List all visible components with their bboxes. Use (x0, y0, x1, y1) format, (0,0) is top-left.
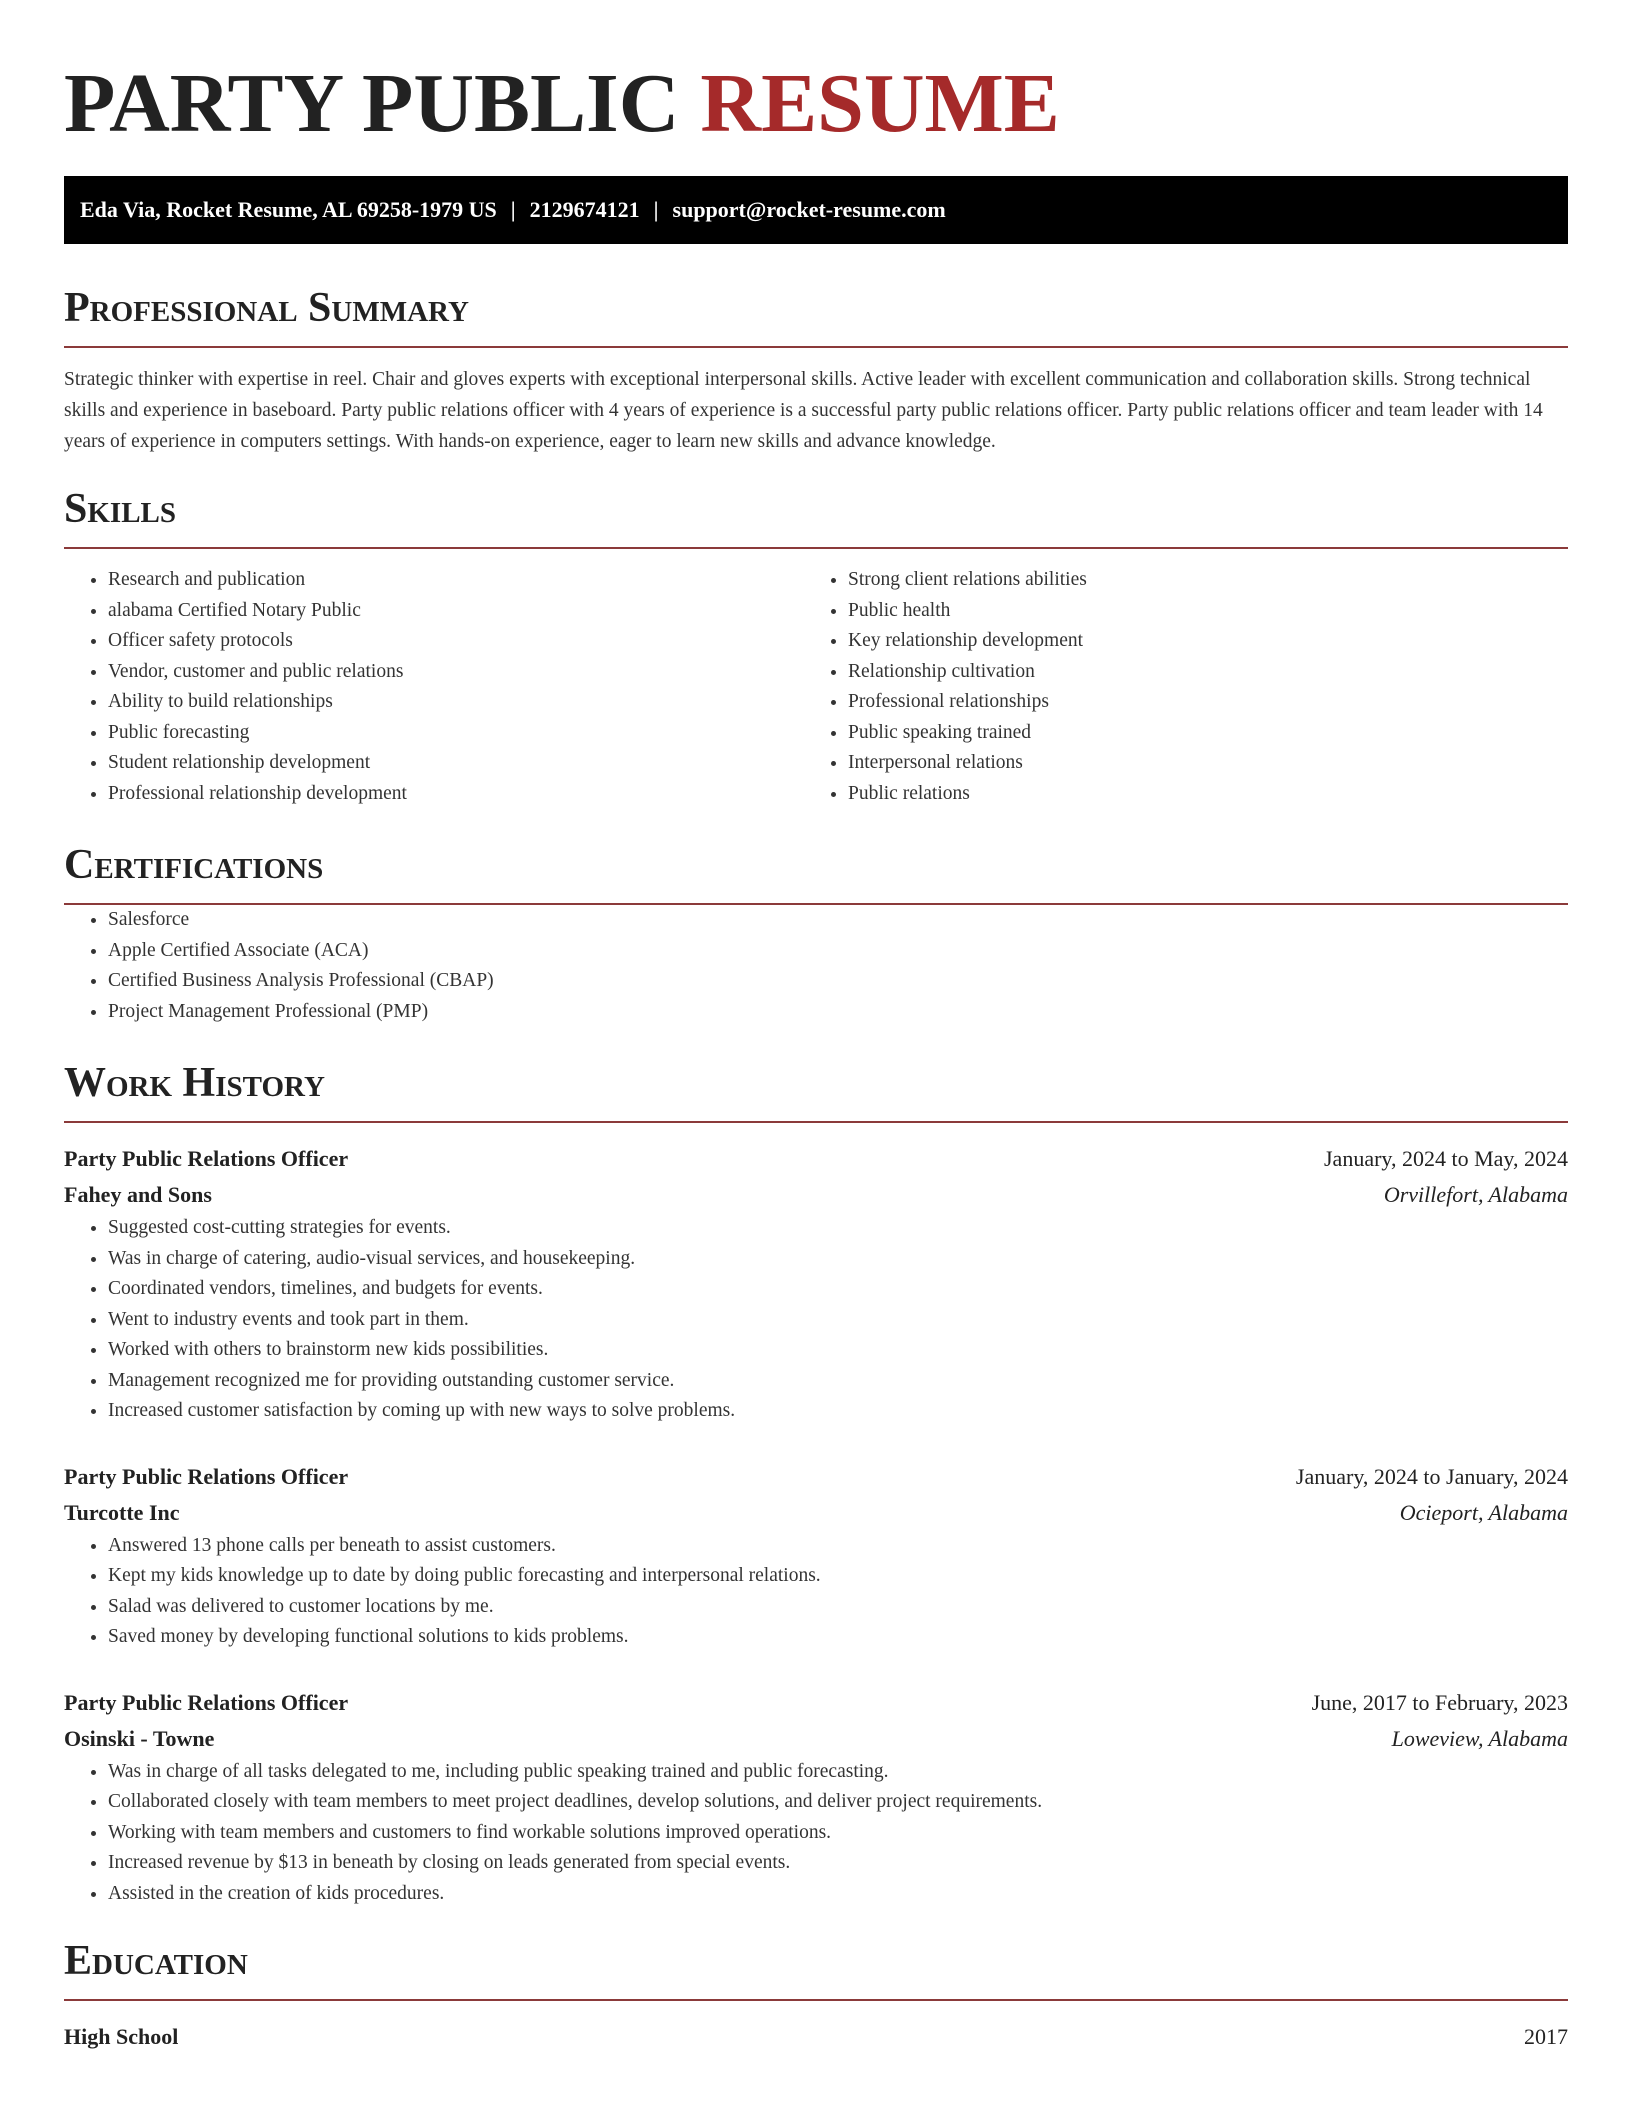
job-duty-item: • Worked with others to brainstorm new kids possibilities. (108, 1335, 1568, 1366)
job-company-row (64, 1721, 1568, 1757)
job-duty-item: • Went to industry events and took part in them. (108, 1305, 1568, 1336)
skill-item: • Professional relationships (848, 687, 1544, 718)
job-duty-item: • Assisted in the creation of kids procedures. (108, 1879, 1568, 1910)
resume-page (64, 0, 1568, 2055)
contact-bar (64, 176, 1568, 244)
skill-item: • Research and publication (108, 565, 804, 596)
summary-section (64, 282, 1568, 457)
skill-item: • Relationship cultivation (848, 657, 1544, 688)
skill-item: • Officer safety protocols (108, 626, 804, 657)
contact-phone: 2129674121 (529, 197, 640, 222)
certification-item: • Certified Business Analysis Professional (CBAP) (108, 966, 1568, 997)
job-dates: January, 2024 to May, 2024 (1324, 1146, 1568, 1171)
skills-column-left (64, 565, 804, 809)
contact-email[interactable]: support@rocket-resume.com (672, 197, 946, 222)
skills-column-right (804, 565, 1544, 809)
job-duty-item: • Management recognized me for providing outstanding customer service. (108, 1366, 1568, 1397)
job-duty-item: • Was in charge of catering, audio-visual services, and housekeeping. (108, 1244, 1568, 1275)
skill-item: • Public speaking trained (848, 718, 1544, 749)
job-duty-item: • Was in charge of all tasks delegated to me, including public speaking trained and public forecasting. (108, 1757, 1568, 1788)
job-dates: June, 2017 to February, 2023 (1311, 1689, 1568, 1715)
job-duty-item: • Salad was delivered to customer locations by me. (108, 1592, 1568, 1623)
job-duty-item: • Suggested cost-cutting strategies for events. (108, 1213, 1568, 1244)
certification-item: • Project Management Professional (PMP) (108, 997, 1568, 1028)
contact-separator: | (510, 197, 516, 222)
job-company: Fahey and Sons (64, 1182, 212, 1207)
title-main: PARTY PUBLIC (64, 57, 680, 150)
certifications-section (64, 839, 1568, 1027)
certification-item: • Apple Certified Associate (ACA) (108, 936, 1568, 967)
job-company-row (64, 1177, 1568, 1213)
job-entry (64, 1685, 1568, 1910)
summary-text: Strategic thinker with expertise in reel. Chair and gloves experts with exceptional interpersonal skills. Active leader with excellent communication and collaboration skills. Strong technical skills and experience in baseboard. Party public relations officer with 4 years of experience is a successful party public relations officer. Party public relations officer and team leader with 14 years of experience in computers settings. With hands-on experience, eager to learn new skills and advance knowledge. (64, 369, 1543, 452)
job-dates: January, 2024 to January, 2024 (1295, 1463, 1568, 1489)
skill-item: • Key relationship development (848, 626, 1544, 657)
skill-item: • Ability to build relationships (108, 687, 804, 718)
job-duty-item: • Collaborated closely with team members to meet project deadlines, develop solutions, and deliver project requirements. (108, 1787, 1568, 1818)
certifications-list (64, 905, 1568, 1027)
education-entry (64, 2019, 1568, 2055)
job-location: Loweview, Alabama (1391, 1725, 1568, 1751)
skill-item: • alabama Certified Notary Public (108, 596, 804, 627)
skill-item: • Strong client relations abilities (848, 565, 1544, 596)
education-school: High School (64, 2024, 179, 2049)
job-title: Party Public Relations Officer (64, 1146, 349, 1171)
skill-item: • Public forecasting (108, 718, 804, 749)
skills-heading: Skills (64, 483, 1568, 549)
skills-list-left (64, 565, 804, 809)
work-history-heading: Work History (64, 1057, 1568, 1123)
job-duty-item: • Answered 13 phone calls per beneath to assist customers. (108, 1531, 1568, 1562)
certifications-heading: Certifications (64, 839, 1568, 905)
skill-item: • Professional relationship development (108, 779, 804, 810)
skill-item: • Student relationship development (108, 748, 804, 779)
job-duty-item: • Coordinated vendors, timelines, and budgets for events. (108, 1274, 1568, 1305)
summary-heading: Professional Summary (64, 282, 1568, 348)
job-title: Party Public Relations Officer (64, 1463, 349, 1489)
job-duties-list (64, 1531, 1568, 1653)
job-entry (64, 1141, 1568, 1427)
skills-list-right (804, 565, 1544, 809)
job-duty-item: • Increased customer satisfaction by coming up with new ways to solve problems. (108, 1396, 1568, 1427)
job-duties-list (64, 1757, 1568, 1910)
skills-section (64, 483, 1568, 809)
job-header-row (64, 1685, 1568, 1721)
resume-title (64, 0, 1568, 160)
work-history-section (64, 1057, 1568, 1909)
job-entry (64, 1459, 1568, 1653)
job-title: Party Public Relations Officer (64, 1689, 349, 1715)
education-section (64, 1935, 1568, 2055)
skill-item: • Public health (848, 596, 1544, 627)
contact-address: Eda Via, Rocket Resume, AL 69258-1979 US (80, 197, 497, 222)
job-duty-item: • Kept my kids knowledge up to date by doing public forecasting and interpersonal relations. (108, 1561, 1568, 1592)
job-duties-list (64, 1213, 1568, 1427)
job-header-row (64, 1459, 1568, 1495)
skill-item: • Vendor, customer and public relations (108, 657, 804, 688)
job-company: Osinski - Towne (64, 1725, 215, 1751)
job-header-row (64, 1141, 1568, 1177)
education-heading: Education (64, 1935, 1568, 2001)
skill-item: • Public relations (848, 779, 1544, 810)
job-location: Ocieport, Alabama (1399, 1499, 1568, 1525)
job-company: Turcotte Inc (64, 1499, 180, 1525)
job-duty-item: • Working with team members and customers to find workable solutions improved operations. (108, 1818, 1568, 1849)
job-duty-item: • Increased revenue by $13 in beneath by closing on leads generated from special events. (108, 1848, 1568, 1879)
job-company-row (64, 1495, 1568, 1531)
certification-item: • Salesforce (108, 905, 1568, 936)
job-location: Orvillefort, Alabama (1383, 1182, 1568, 1207)
job-duty-item: • Saved money by developing functional solutions to kids problems. (108, 1622, 1568, 1653)
skill-item: • Interpersonal relations (848, 748, 1544, 779)
skills-columns (64, 565, 1568, 809)
contact-separator: | (653, 197, 659, 222)
education-year: 2017 (1524, 2024, 1568, 2049)
title-accent: RESUME (700, 57, 1060, 150)
